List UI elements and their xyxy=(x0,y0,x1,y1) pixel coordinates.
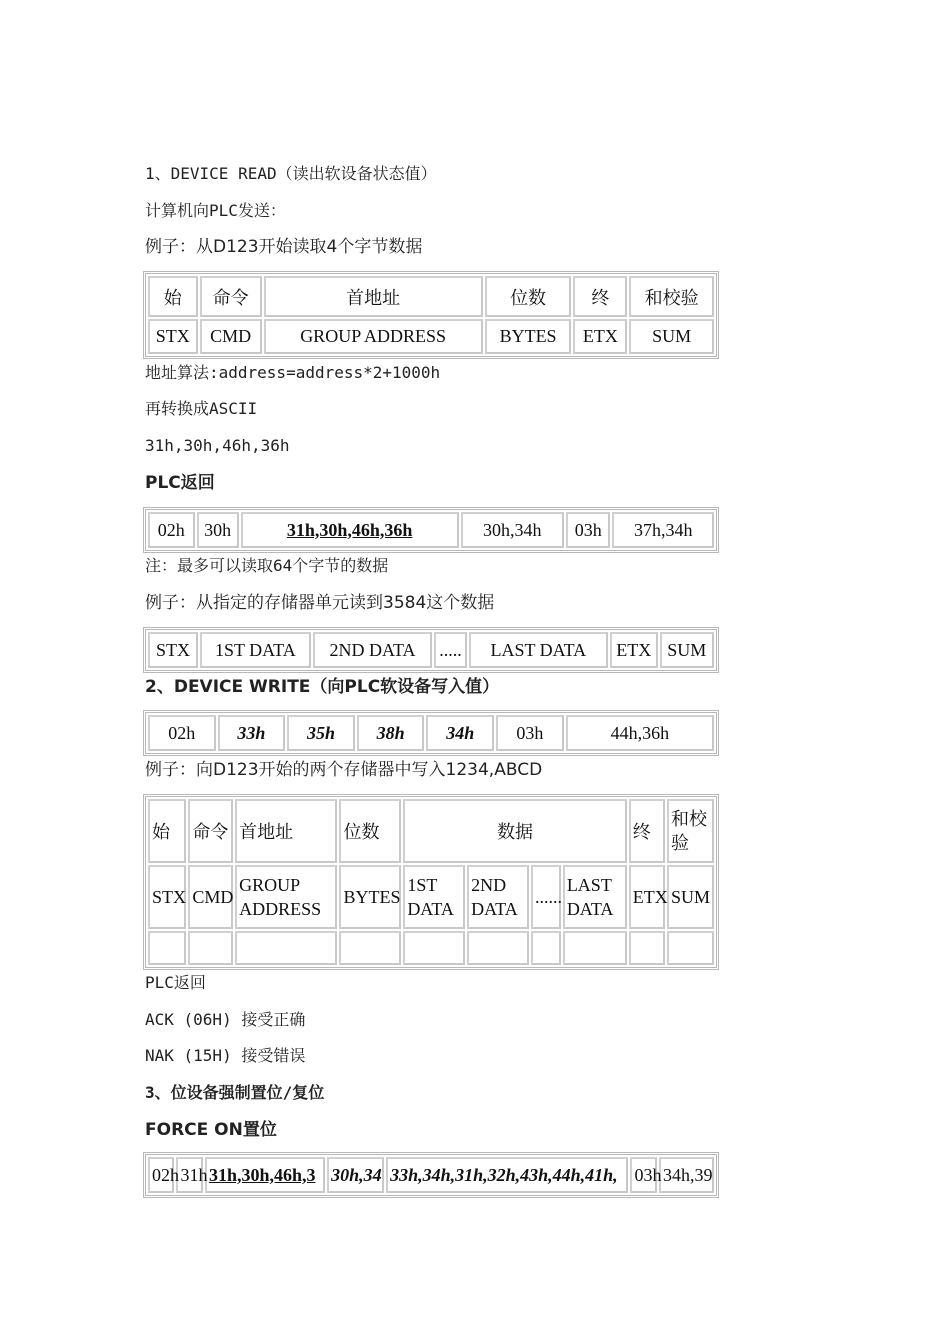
cell-1st-data: 1ST DATA xyxy=(403,865,465,929)
force-cell: 31h,30h,46h,3 xyxy=(205,1157,325,1193)
write-frame-table xyxy=(143,710,719,756)
cell-group-address: GROUP ADDRESS xyxy=(264,319,483,354)
write-cell: 33h xyxy=(218,715,286,751)
cell-2nd-data: 2ND DATA xyxy=(467,865,529,929)
cell-last-data: LAST DATA xyxy=(563,865,627,929)
address-formula: 地址算法:address=address*2+1000h xyxy=(145,363,441,382)
col-bytes: 位数 xyxy=(485,276,572,317)
response-cell: 1ST DATA xyxy=(200,632,311,668)
col-first-address: 首地址 xyxy=(235,799,337,863)
force-cell: 33h,34h,31h,32h,43h,44h,41h, xyxy=(386,1157,628,1193)
read-example: 例子：从D123开始读取4个字节数据 xyxy=(145,237,423,257)
empty-cell xyxy=(188,931,233,965)
plc-response-table xyxy=(143,627,719,673)
section-1-heading: 1、DEVICE READ（读出软设备状态值） xyxy=(145,164,437,183)
section-3-heading: 3、位设备强制置位/复位 xyxy=(145,1083,325,1102)
empty-cell xyxy=(563,931,627,965)
response-cell: ..... xyxy=(434,632,467,668)
response-cell: LAST DATA xyxy=(469,632,608,668)
write-command-table xyxy=(143,794,719,970)
plc-return-label: PLC返回 xyxy=(145,973,206,992)
cell-sum: SUM xyxy=(629,319,714,354)
response-cell: 2ND DATA xyxy=(313,632,432,668)
col-end: 终 xyxy=(573,276,627,317)
plc-return-heading: PLC返回 xyxy=(145,473,215,493)
col-command: 命令 xyxy=(188,799,233,863)
frame-cell: 02h xyxy=(148,512,195,548)
response-cell: ETX xyxy=(610,632,658,668)
write-cell: 35h xyxy=(287,715,355,751)
frame-cell: 30h xyxy=(197,512,239,548)
cell-sum: SUM xyxy=(667,865,714,929)
force-cell: 34h,39 xyxy=(659,1157,714,1193)
ascii-value: 31h,30h,46h,36h xyxy=(145,436,290,455)
response-cell: STX xyxy=(148,632,198,668)
write-example: 例子：向D123开始的两个存储器中写入1234,ABCD xyxy=(145,760,543,780)
col-checksum: 和校验 xyxy=(667,799,714,863)
cell-etx: ETX xyxy=(573,319,627,354)
force-on-heading: FORCE ON置位 xyxy=(145,1120,277,1140)
col-data: 数据 xyxy=(403,799,626,863)
response-cell: SUM xyxy=(660,632,714,668)
frame-cell: 37h,34h xyxy=(612,512,714,548)
frame-cell: 03h xyxy=(566,512,610,548)
col-start: 始 xyxy=(148,276,198,317)
send-label: 计算机向PLC发送： xyxy=(145,201,286,220)
write-cell: 34h xyxy=(426,715,494,751)
col-bytes: 位数 xyxy=(339,799,401,863)
empty-cell xyxy=(629,931,665,965)
write-cell: 38h xyxy=(357,715,425,751)
cell-bytes: BYTES xyxy=(485,319,572,354)
read-example-2: 例子：从指定的存储器单元读到3584这个数据 xyxy=(145,593,495,613)
empty-cell xyxy=(339,931,401,965)
frame-cell: 31h,30h,46h,36h xyxy=(241,512,459,548)
empty-cell xyxy=(667,931,714,965)
cell-stx: STX xyxy=(148,865,186,929)
cell-cmd: CMD xyxy=(200,319,262,354)
write-cell: 44h,36h xyxy=(566,715,714,751)
cell-bytes: BYTES xyxy=(339,865,401,929)
read-frame-table xyxy=(143,507,719,553)
write-cell: 02h xyxy=(148,715,216,751)
empty-cell xyxy=(531,931,561,965)
section-2-heading: 2、DEVICE WRITE（向PLC软设备写入值） xyxy=(145,677,500,697)
force-cell: 30h,34 xyxy=(327,1157,384,1193)
cell-cmd: CMD xyxy=(188,865,233,929)
cell-ellipsis: ...... xyxy=(531,865,561,929)
col-start: 始 xyxy=(148,799,186,863)
read-command-table xyxy=(143,271,719,359)
to-ascii-label: 再转换成ASCII xyxy=(145,399,258,418)
col-first-address: 首地址 xyxy=(264,276,483,317)
write-cell: 03h xyxy=(496,715,564,751)
col-checksum: 和校验 xyxy=(629,276,714,317)
cell-stx: STX xyxy=(148,319,198,354)
ack-line: ACK (06H) 接受正确 xyxy=(145,1010,306,1029)
empty-cell xyxy=(403,931,465,965)
empty-cell xyxy=(148,931,186,965)
frame-cell: 30h,34h xyxy=(461,512,565,548)
force-cell: 31h xyxy=(176,1157,202,1193)
nak-line: NAK (15H) 接受错误 xyxy=(145,1046,306,1065)
force-on-table xyxy=(143,1152,719,1198)
cell-group-address: GROUP ADDRESS xyxy=(235,865,337,929)
empty-cell xyxy=(467,931,529,965)
col-command: 命令 xyxy=(200,276,262,317)
max-read-note: 注：最多可以读取64个字节的数据 xyxy=(145,556,389,575)
force-cell: 03h xyxy=(630,1157,656,1193)
empty-cell xyxy=(235,931,337,965)
col-end: 终 xyxy=(629,799,665,863)
cell-etx: ETX xyxy=(629,865,665,929)
force-cell: 02h xyxy=(148,1157,174,1193)
